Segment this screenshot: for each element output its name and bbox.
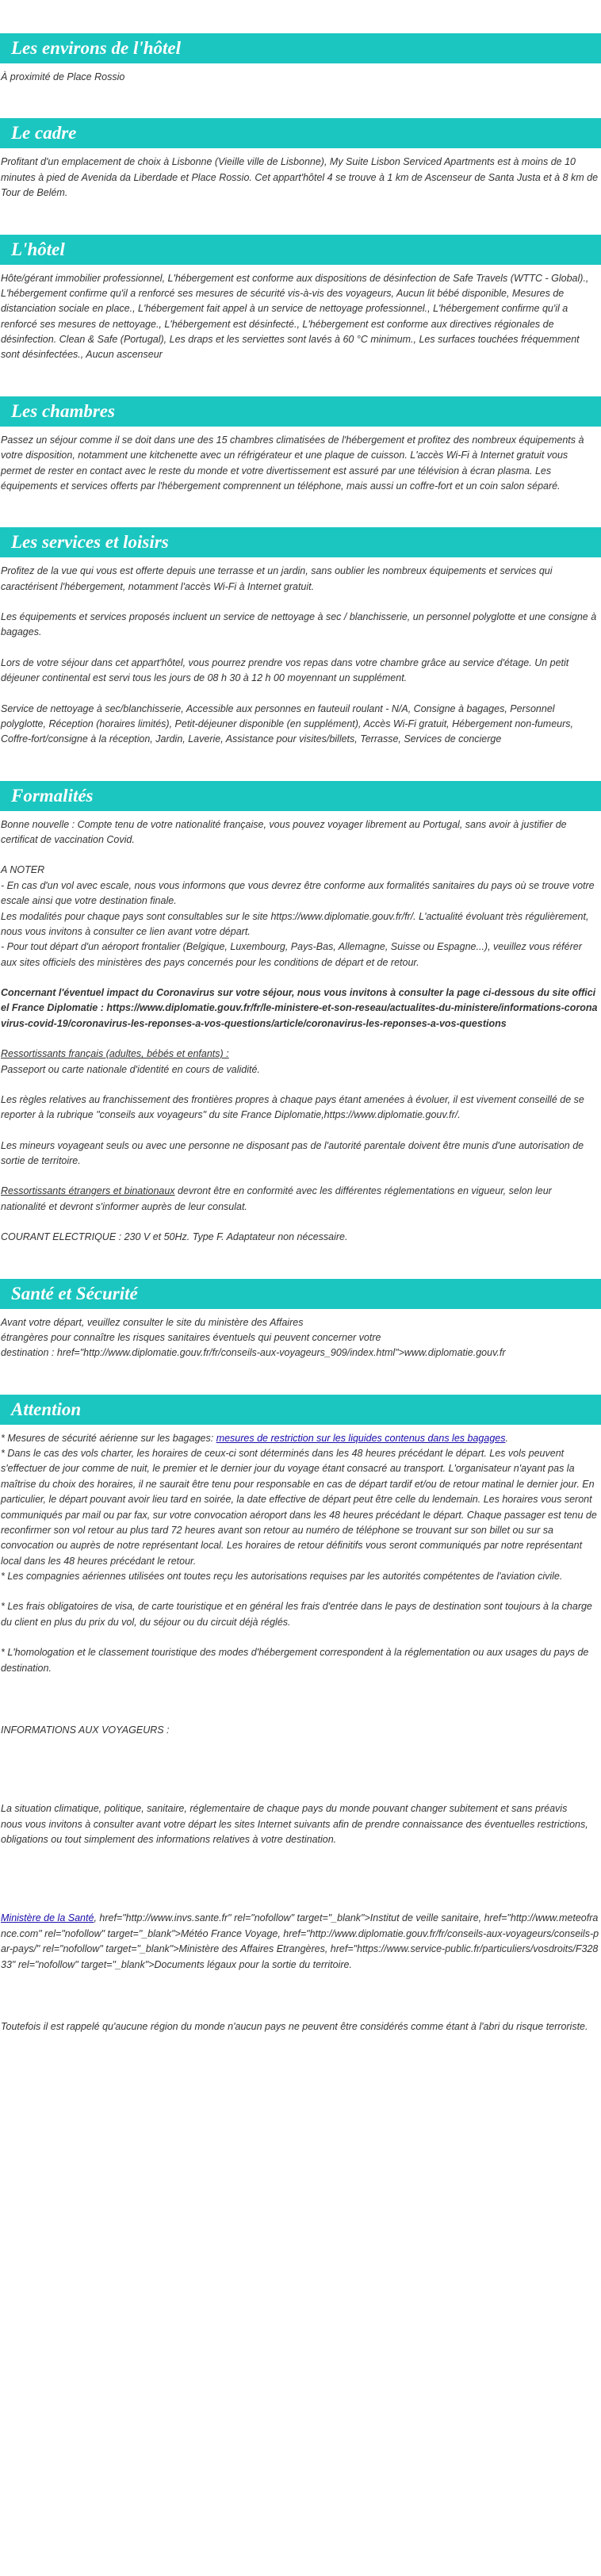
- section-content: [0, 271, 601, 363]
- covid-notice: Concernant l'éventuel impact du Coronavirus sur votre séjour, nous vous invitons à consulter la page ci-dessous du site officiel France Diplomatie : https://www.diplomatie.gouv.fr/fr/le-ministere-et-son-reseau/actualites-du-ministere/informations-coronavirus-covid-19/coronavirus-les-reponses-a-vos-questions/article/coronavirus-les-reponses-a-vos-questions: [1, 987, 598, 1029]
- french-nationals-heading: Ressortissants français (adultes, bébés et enfants) :: [1, 1048, 229, 1060]
- section-title: Santé et Sécurité: [0, 1279, 601, 1309]
- section-content: [0, 433, 601, 495]
- foreign-nationals: [1, 1184, 599, 1215]
- foreign-nationals-heading: Ressortissants étrangers et binationaux: [1, 1185, 175, 1197]
- section-title: Formalités: [0, 781, 601, 811]
- note-1: - En cas d'un vol avec escale, nous vous informons que vous devrez être conforme aux formalités sanitaires du pays où se trouve votre escale ainsi que votre destination finale.: [1, 879, 595, 907]
- info-heading: INFORMATIONS AUX VOYAGEURS :: [1, 1724, 170, 1736]
- note-heading: A NOTER: [1, 864, 45, 876]
- luggage-text: * Mesures de sécurité aérienne sur les bagages:: [1, 1432, 216, 1444]
- section-title: Les chambres: [0, 396, 601, 427]
- section-content: [0, 564, 601, 747]
- environs-text: À proximité de Place Rossio: [1, 71, 125, 82]
- section-content: [0, 1315, 601, 1361]
- attention-airlines: * Les compagnies aériennes utilisées ont toutes reçu les autorisations requises par les autorités compétentes de l'aviation civile.: [1, 1571, 563, 1582]
- section-hotel: [0, 235, 601, 363]
- section-title: L'hôtel: [0, 235, 601, 265]
- info-sites: [1, 1911, 599, 1973]
- hotel-text: Hôte/gérant immobilier professionnel, L'hébergement est conforme aux dispositions de désinfection de Safe Travels (WTTC - Global)., L'hébergement confirme qu'il a renforcé ses mesures de sécurité vis-à-vis des voyageurs, Aucun lit bébé disponible, Mesures de distanciation sociale en place., L'hébergement fait appel à un service de nettoyage professionnel., L'hébergement confirme qu'il a renforcé ses mesures de nettoyage., L'hébergement est désinfecté., L'hébergement est conforme aux directives régionales de désinfection. Clean & Safe (Portugal), Les draps et les serviettes sont lavés à 60 °C minimum., Les surfaces touchées fréquemment sont désinfectées., Aucun ascenseur: [1, 272, 589, 361]
- liquids-restriction-link[interactable]: mesures de restriction sur les liquides contenus dans les bagages: [216, 1432, 506, 1444]
- section-cadre: [0, 118, 601, 201]
- foreign-nationals-text: devront être en conformité avec les différentes réglementations en vigueur, selon leur nationalité et devront s'informer auprès de leur consulat.: [1, 1185, 552, 1212]
- services-text-1: Profitez de la vue qui vous est offerte depuis une terrasse et un jardin, sans oublier les nombreux équipements et services qui caractérisent l'hébergement, notamment l'accès Wi-Fi à Internet gratuit.: [1, 565, 553, 592]
- section-content: [0, 155, 601, 201]
- section-sante: [0, 1279, 601, 1361]
- chambres-text: Passez un séjour comme il se doit dans une des 15 chambres climatisées de l'hébergement et profitez des nombreux équipements à votre disposition, notamment une kitchenette avec un réfrigérateur et une plaque de cuisson. L'accès Wi-Fi à Internet gratuit vous permet de rester en contact avec le reste du monde et votre divertissement est assuré par une télévision à écran plasma. Les équipements et services offerts par l'hébergement comprennent un téléphone, mais aussi un coffre-fort et un coin salon séparé.: [1, 434, 584, 492]
- sante-line-2: étrangères pour connaître les risques sanitaires éventuels qui peuvent concerner votre: [1, 1331, 381, 1343]
- note-2: Les modalités pour chaque pays sont consultables sur le site https://www.diplomatie.gouv.fr/fr/. L'actualité évoluant très régulièrement, nous vous invitons à consulter ce lien avant votre départ.: [1, 910, 589, 937]
- power-info: COURANT ELECTRIQUE : 230 V et 50Hz. Type F. Adaptateur non nécessaire.: [1, 1231, 348, 1243]
- section-formalites: [0, 781, 601, 1246]
- minors-text: Les mineurs voyageant seuls ou avec une personne ne disposant pas de l'autorité parentale doivent être munis d'une autorisation de sortie de territoire.: [1, 1139, 584, 1166]
- section-chambres: [0, 396, 601, 495]
- section-content: [0, 70, 601, 85]
- attention-fees: * Les frais obligatoires de visa, de carte touristique et en général les frais d'entrée dans le pays de destination sont toujours à la charge du client en plus du prix du vol, du séjour ou du circuit déjà réglés.: [1, 1601, 592, 1628]
- section-services: [0, 527, 601, 747]
- services-list: Service de nettoyage à sec/blanchisserie, Accessible aux personnes en fauteuil roulant - N/A, Consigne à bagages, Personnel polyglotte, Réception (horaires limités), Petit-déjeuner disponible (en supplément), Accès Wi-Fi gratuit, Hébergement non-fumeurs, Coffre-fort/consigne à la réception, Jardin, Laverie, Assistance pour visites/billets, Terrasse, Services de concierge: [1, 702, 573, 745]
- info-situation: La situation climatique, politique, sanitaire, réglementaire de chaque pays du monde pouvant changer subitement et sans préavis: [1, 1803, 568, 1815]
- sante-line-1: Avant votre départ, veuillez consulter le site du ministère des Affaires: [1, 1316, 304, 1328]
- services-text-3: Lors de votre séjour dans cet appart'hôtel, vous pourrez prendre vos repas dans votre chambre grâce au service d'étage. Un petit déjeuner continental est servi tous les jours de 08 h 30 à 12 h 00 moyennant un supplément.: [1, 656, 569, 684]
- ministere-sante-link[interactable]: Ministère de la Santé: [1, 1912, 94, 1924]
- attention-charter: * Dans le cas des vols charter, les horaires de ceux-ci sont déterminés dans les 48 heures précédant le départ. Les vols peuvent s'effectuer de jour comme de nuit, le premier et le dernier jour du voyage étant consacré au transport. L'organisateur n'ayant pas la maîtrise du choix des horaires, il ne saurait être tenu pour responsable en cas de départ tardif et/ou de retour matinal le dernier jour. En particulier, le départ pouvant avoir lieu tard en soirée, la date effective de départ peut être celle du lendemain. Les horaires vous seront communiqués par mail ou par fax, sur votre convocation aéroport dans les 48 heures précédant le départ. Chaque passager est tenu de reconfirmer son vol retour au plus tard 72 heures avant son retour au numéro de téléphone se trouvant sur son billet ou sur sa convocation ou auprès de notre représentant local. Les horaires de retour définitifs vous seront communiqués par notre représentant local dans les 48 heures précédant le retour.: [1, 1448, 597, 1567]
- french-nationals-text: Passeport ou carte nationale d'identité en cours de validité.: [1, 1063, 260, 1075]
- info-sites-text: , href="http://www.invs.sante.fr" rel="nofollow" target="_blank">Institut de veille sanitaire, href="http://www.meteofrance.com" rel="nofollow" target="_blank">Météo France Voyage, href="http://www.diplomatie.gouv.fr/fr/conseils-aux-voyageurs/conseils-par-pays/" rel="nofollow" target="_blank">Ministère des Affaires Etrangères, href="https://www.service-public.fr/particuliers/vosdroits/F32833" rel="nofollow" target="_blank">Documents légaux pour la sortie du territoire.: [1, 1912, 599, 1970]
- note-3: - Pour tout départ d'un aéroport frontalier (Belgique, Luxembourg, Pays-Bas, Allemagne, Suisse ou Espagne...), veuillez vous référer aux sites officiels des ministères des pays concernés pour les conditions de départ et de retour.: [1, 941, 582, 968]
- sante-line-3: destination : href="http://www.diplomatie.gouv.fr/fr/conseils-aux-voyageurs_909/index.html">www.diplomatie.gouv.fr: [1, 1347, 506, 1359]
- info-consult: nous vous invitons à consulter avant votre départ les sites Internet suivants afin de prendre connaissance des éventuelles restrictions, obligations ou tout simplement des informations relatives à votre destination.: [1, 1818, 588, 1845]
- formalites-intro: Bonne nouvelle : Compte tenu de votre nationalité française, vous pouvez voyager librement au Portugal, sans avoir à justifier de certificat de vaccination Covid.: [1, 818, 567, 845]
- section-attention: [0, 1395, 601, 2035]
- section-title: Les services et loisirs: [0, 527, 601, 557]
- section-environs: [0, 33, 601, 85]
- section-title: Les environs de l'hôtel: [0, 33, 601, 63]
- section-content: [0, 1431, 601, 2035]
- terror-notice: Toutefois il est rappelé qu'aucune région du monde n'aucun pays ne peuvent être considérés comme étant à l'abri du risque terroriste.: [1, 2020, 588, 2032]
- services-text-2: Les équipements et services proposés incluent un service de nettoyage à sec / blanchisserie, un personnel polyglotte et une consigne à bagages.: [1, 611, 597, 638]
- section-content: [0, 817, 601, 1246]
- cadre-text: Profitant d'un emplacement de choix à Lisbonne (Vieille ville de Lisbonne), My Suite Lisbon Serviced Apartments est à moins de 10 minutes à pied de Avenida da Liberdade et Place Rossio. Cet appart'hôtel 4 se trouve à 1 km de Ascenseur de Santa Justa et à 8 km de Tour de Belém.: [1, 156, 599, 199]
- attention-luggage: * Mesures de sécurité aérienne sur les bagages: mesures de restriction sur les liquides contenus dans les bagages.: [1, 1432, 508, 1444]
- section-title: Attention: [0, 1395, 601, 1425]
- border-rules: Les règles relatives au franchissement des frontières propres à chaque pays étant amenées à évoluer, il est vivement conseillé de se reporter à la rubrique "conseils aux voyageurs" du site France Diplomatie,https://www.diplomatie.gouv.fr/.: [1, 1093, 584, 1121]
- attention-homologation: * L'homologation et le classement touristique des modes d'hébergement correspondent à la réglementation ou aux usages du pays de destination.: [1, 1647, 589, 1674]
- section-title: Le cadre: [0, 118, 601, 148]
